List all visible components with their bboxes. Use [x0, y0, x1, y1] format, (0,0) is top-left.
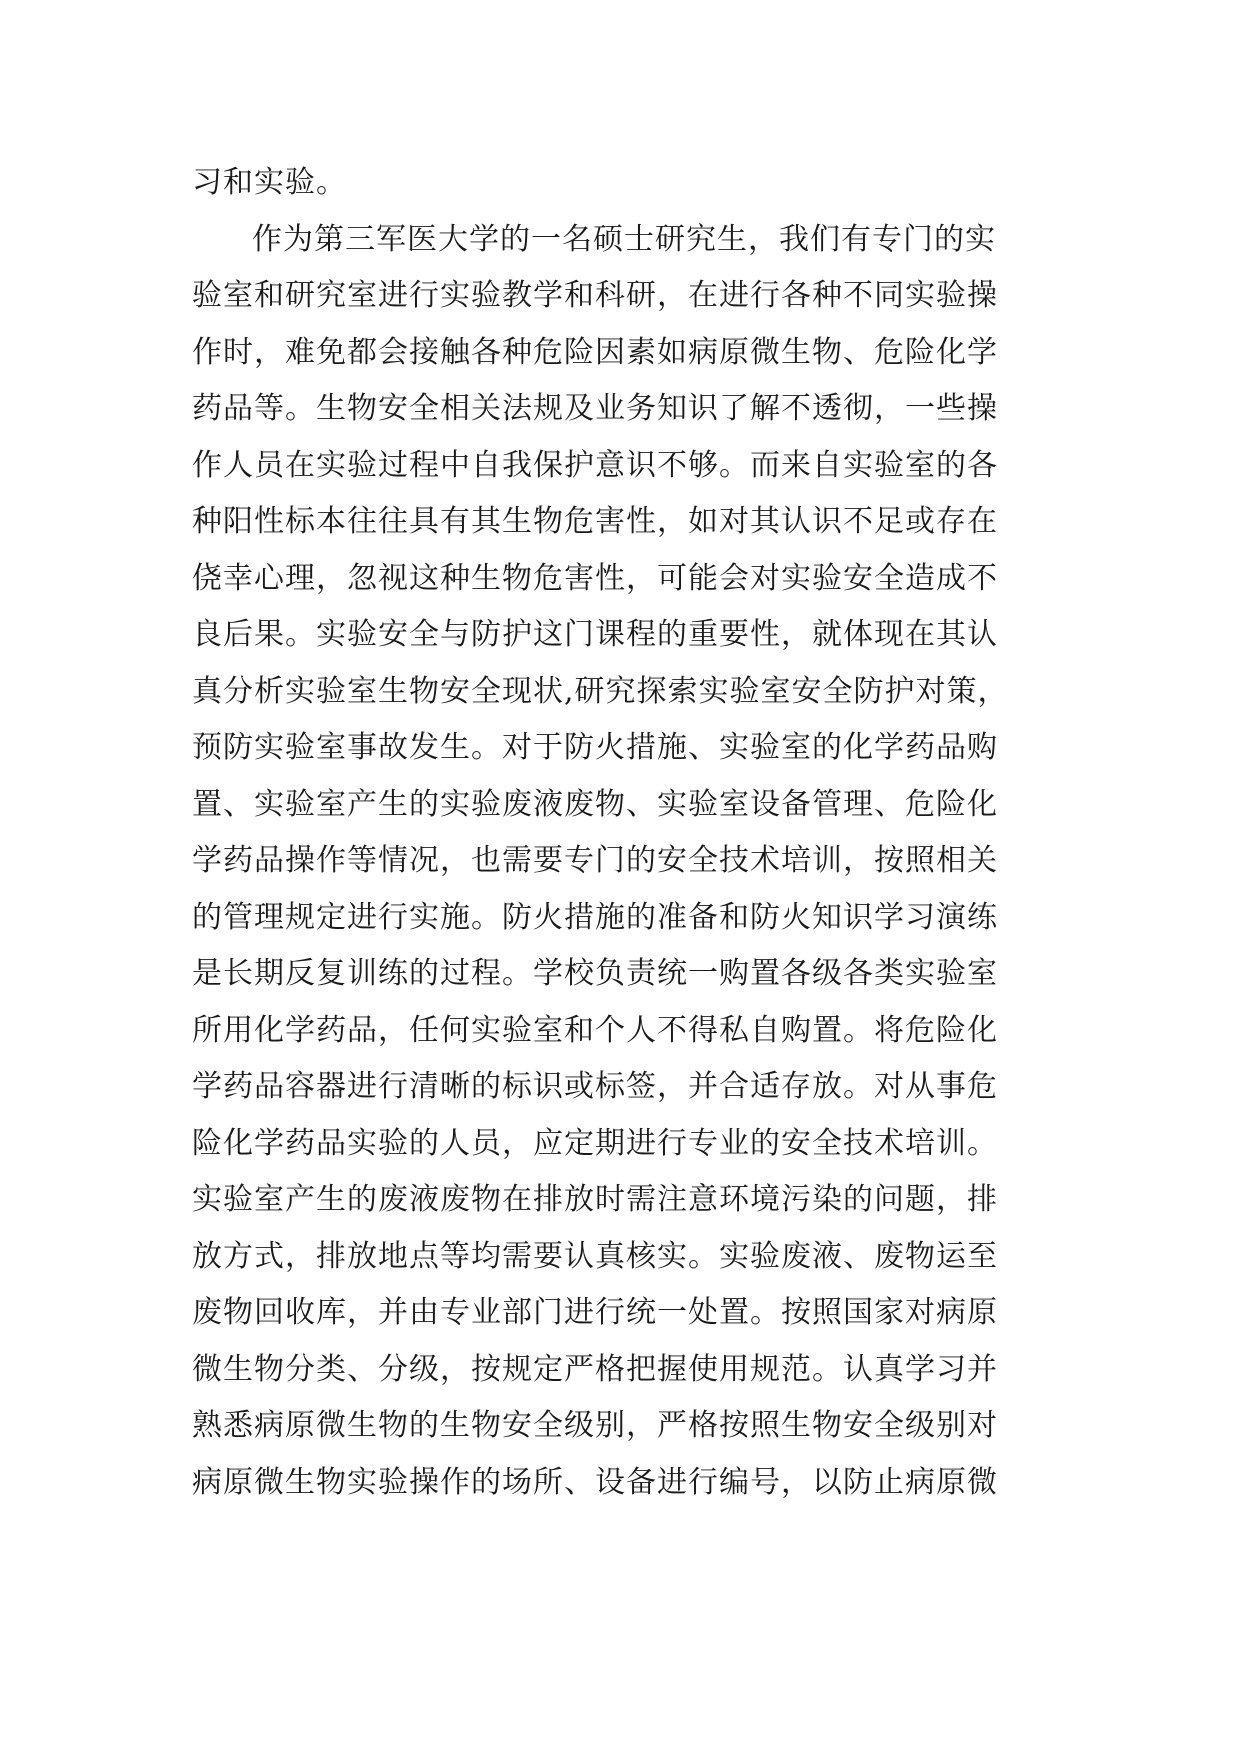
- text-line: 置、实验室产生的实验废液废物、实验室设备管理、危险化: [192, 786, 998, 822]
- text-line: 废物回收库，并由专业部门进行统一处置。按照国家对病原: [192, 1295, 998, 1330]
- text-line: 作人员在实验过程中自我保护意识不够。而来自实验室的各: [192, 447, 998, 483]
- text-line: 作时，难免都会接触各种危险因素如病原微生物、危险化学: [192, 334, 998, 370]
- text-line: 侥幸心理，忽视这种生物危害性，可能会对实验安全造成不: [192, 560, 998, 596]
- text-line: 熟悉病原微生物的生物安全级别，严格按照生物安全级别对: [192, 1408, 998, 1443]
- text-line: 放方式，排放地点等均需要认真核实。实验废液、废物运至: [192, 1238, 998, 1274]
- text-line: 的管理规定进行实施。防火措施的准备和防火知识学习演练: [192, 899, 998, 935]
- text-line: 所用化学药品，任何实验室和个人不得私自购置。将危险化: [192, 1012, 998, 1048]
- text-line: 是长期反复训练的过程。学校负责统一购置各级各类实验室: [192, 956, 998, 991]
- text-line: 学药品容器进行清晰的标识或标签，并合适存放。对从事危: [192, 1069, 998, 1104]
- text-line: 验室和研究室进行实验教学和科研，在进行各种不同实验操: [192, 278, 998, 313]
- text-line: 微生物分类、分级，按规定严格把握使用规范。认真学习并: [192, 1351, 998, 1387]
- text-line: 预防实验室事故发生。对于防火措施、实验室的化学药品购: [192, 730, 998, 765]
- text-line: 习和实验。: [192, 165, 347, 200]
- text-line: 病原微生物实验操作的场所、设备进行编号，以防止病原微: [192, 1464, 998, 1500]
- text-line: 真分析实验室生物安全现状,研究探索实验室安全防护对策，: [192, 673, 1009, 709]
- text-line: 作为第三军医大学的一名硕士研究生，我们有专门的实: [252, 221, 996, 257]
- text-line: 种阳性标本往往具有其生物危害性，如对其认识不足或存在: [192, 504, 998, 539]
- text-line: 实验室产生的废液废物在排放时需注意环境污染的问题，排: [192, 1182, 998, 1217]
- text-line: 学药品操作等情况，也需要专门的安全技术培训，按照相关: [192, 843, 998, 878]
- text-line: 良后果。实验安全与防护这门课程的重要性，就体现在其认: [192, 617, 998, 652]
- text-line: 险化学药品实验的人员，应定期进行专业的安全技术培训。: [192, 1125, 998, 1161]
- body-text: [192, 155, 1062, 1511]
- text-line: 药品等。生物安全相关法规及业务知识了解不透彻，一些操: [192, 391, 998, 426]
